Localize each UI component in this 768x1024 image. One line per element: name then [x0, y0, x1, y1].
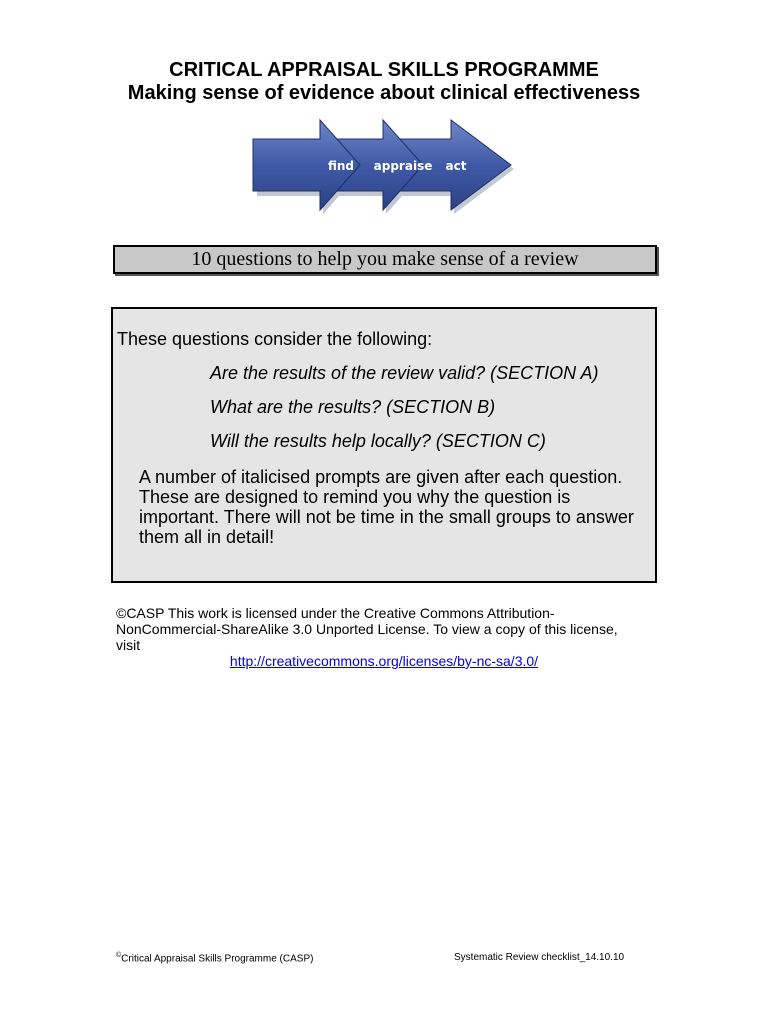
questions-banner: 10 questions to help you make sense of a review [113, 245, 657, 274]
section-c-question: Will the results help locally? (SECTION C) [210, 431, 546, 451]
footer-copyright-mark: © [116, 952, 122, 959]
section-a-question: Are the results of the review valid? (SECTION A) [210, 363, 599, 383]
arrow-appraise-label: appraise [373, 159, 433, 173]
license-link-row [0, 653, 768, 669]
arrow-find-label: find [327, 159, 355, 173]
license-line: ©CASP This work is licensed under the Creative Commons Attribution- [116, 605, 555, 621]
find-appraise-act-logo [248, 116, 516, 216]
footer-right: Systematic Review checklist_14.10.10 [454, 952, 625, 963]
document-title: CRITICAL APPRAISAL SKILLS PROGRAMME [169, 59, 599, 81]
prompts-note [139, 467, 649, 547]
license-line: visit [116, 637, 141, 653]
footer-left [116, 952, 313, 964]
footer-left-text: Critical Appraisal Skills Programme (CASP) [121, 953, 314, 965]
document-subtitle: Making sense of evidence about clinical effectiveness [127, 82, 641, 104]
prompts-note-line: A number of italicised prompts are given after each question. [139, 467, 623, 487]
arrow-act-label: act [445, 159, 467, 173]
license-notice [116, 605, 646, 653]
prompts-note-line: These are designed to remind you why the question is [139, 487, 571, 507]
info-box [111, 307, 657, 583]
info-intro: These questions consider the following: [117, 329, 433, 349]
license-link[interactable]: http://creativecommons.org/licenses/by-nc-sa/3.0/ [229, 653, 539, 669]
section-b-question: What are the results? (SECTION B) [210, 397, 496, 417]
prompts-note-line: important. There will not be time in the small groups to answer [139, 507, 634, 527]
prompts-note-line: them all in detail! [139, 527, 275, 547]
license-line: NonCommercial-ShareAlike 3.0 Unported License. To view a copy of this license, [116, 621, 618, 637]
